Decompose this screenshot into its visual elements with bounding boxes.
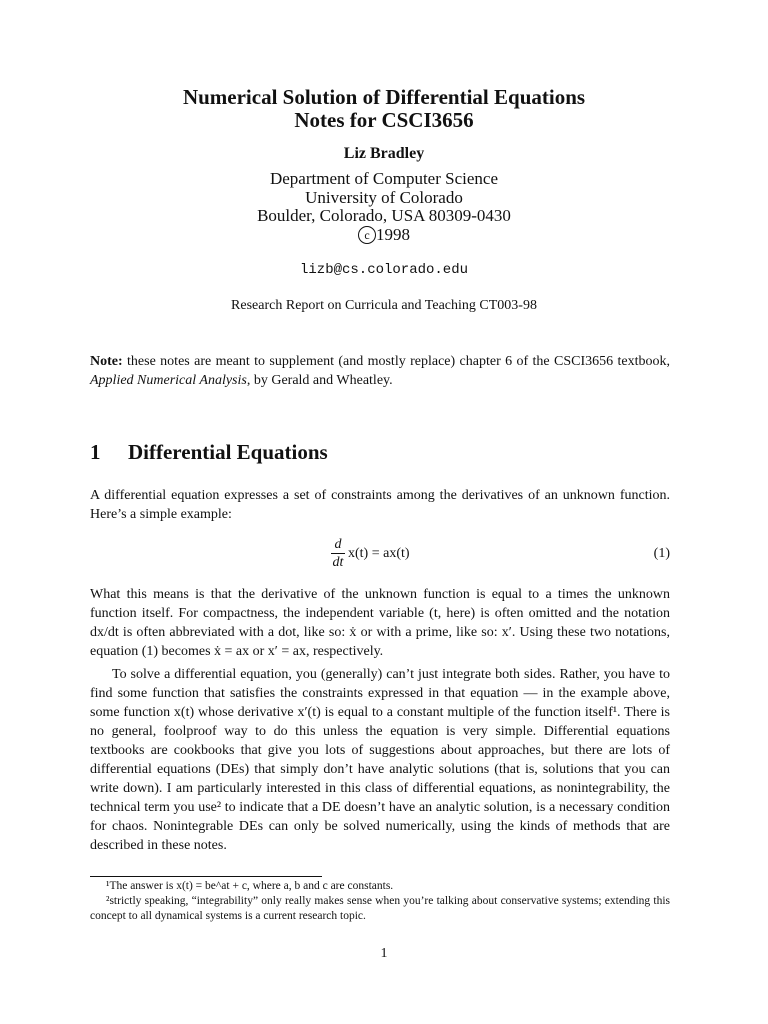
note-text-a: these notes are meant to supplement (and mostly replace) chapter 6 of the CSCI3656 textbook, (122, 354, 670, 369)
section-heading (90, 440, 328, 465)
equation-numerator: d (331, 537, 345, 554)
author-name: Liz Bradley (343, 145, 425, 162)
section-title: Differential Equations (128, 440, 328, 464)
equation-number: (1) (653, 546, 670, 561)
paper-title (0, 86, 768, 132)
note-paragraph (90, 352, 670, 390)
note-text-b: , by Gerald and Wheatley. (246, 373, 393, 388)
affiliation (0, 170, 768, 244)
copyright (0, 226, 768, 245)
paragraph-2: What this means is that the derivative of the unknown function is equal to a times the unknown function itself. For compactness, the independent variable (t, here) is often omitted and the notation dx/dt is often abbreviated with a dot, like so: ẋ or with a prime, like so: x′. Using these two notations, equation (1) becomes ẋ = ax or x′ = ax, respectively. (90, 587, 670, 659)
footnote-2: ²strictly speaking, “integrability” only really makes sense when you’re talking about conservative systems; extending this concept to all dynamical systems is a current research topic. (90, 895, 670, 922)
university: University of Colorado (305, 187, 463, 207)
paragraph-1: A differential equation expresses a set of constraints among the derivatives of an unknown function. Here’s a simple example: (90, 488, 670, 522)
copyright-icon: c (358, 226, 376, 244)
footnote-rule (90, 876, 322, 877)
page-number: 1 (380, 946, 388, 961)
note-book-title: Applied Numerical Analysis (90, 373, 247, 388)
section-number: 1 (90, 440, 101, 464)
equation-1 (90, 537, 670, 577)
address: Boulder, Colorado, USA 80309-0430 (257, 206, 511, 225)
author-email: lizb@cs.colorado.edu (299, 262, 469, 278)
equation-fraction (331, 537, 345, 572)
equation-denominator: dt (332, 555, 344, 570)
copyright-year: 1998 (376, 224, 410, 244)
title-line-1: Numerical Solution of Differential Equations (182, 85, 586, 109)
report-id: Research Report on Curricula and Teaching CT003-98 (231, 298, 537, 313)
title-line-2: Notes for CSCI3656 (294, 108, 474, 132)
equation-expression: x(t) = ax(t) (348, 546, 410, 561)
footnote-1: ¹The answer is x(t) = be^at + c, where a, b and c are constants. (106, 880, 394, 892)
department: Department of Computer Science (269, 169, 498, 188)
paragraph-3: To solve a differential equation, you (generally) can’t just integrate both sides. Rather, you have to find some function that satisfies the constraints expressed in that equation — in the example above, some function x(t) whose derivative x′(t) is equal to a constant multiple of the function itself¹. There is no general, foolproof way to do this unless the equation is very simple. Differential equations textbooks are cookbooks that give you lots of suggestions about approaches, but there are lots of differential equations (DEs) that simply don’t have analytic solutions (that is, solutions that you can write down). I am particularly interested in this class of differential equations, as nonintegrability, the technical term you use² to indicate that a DE doesn’t have an analytic solution, is a necessary condition for chaos. Nonintegrable DEs can only be solved numerically, using the kinds of methods that are described in these notes. (90, 667, 670, 853)
note-label: Note: (90, 354, 123, 369)
